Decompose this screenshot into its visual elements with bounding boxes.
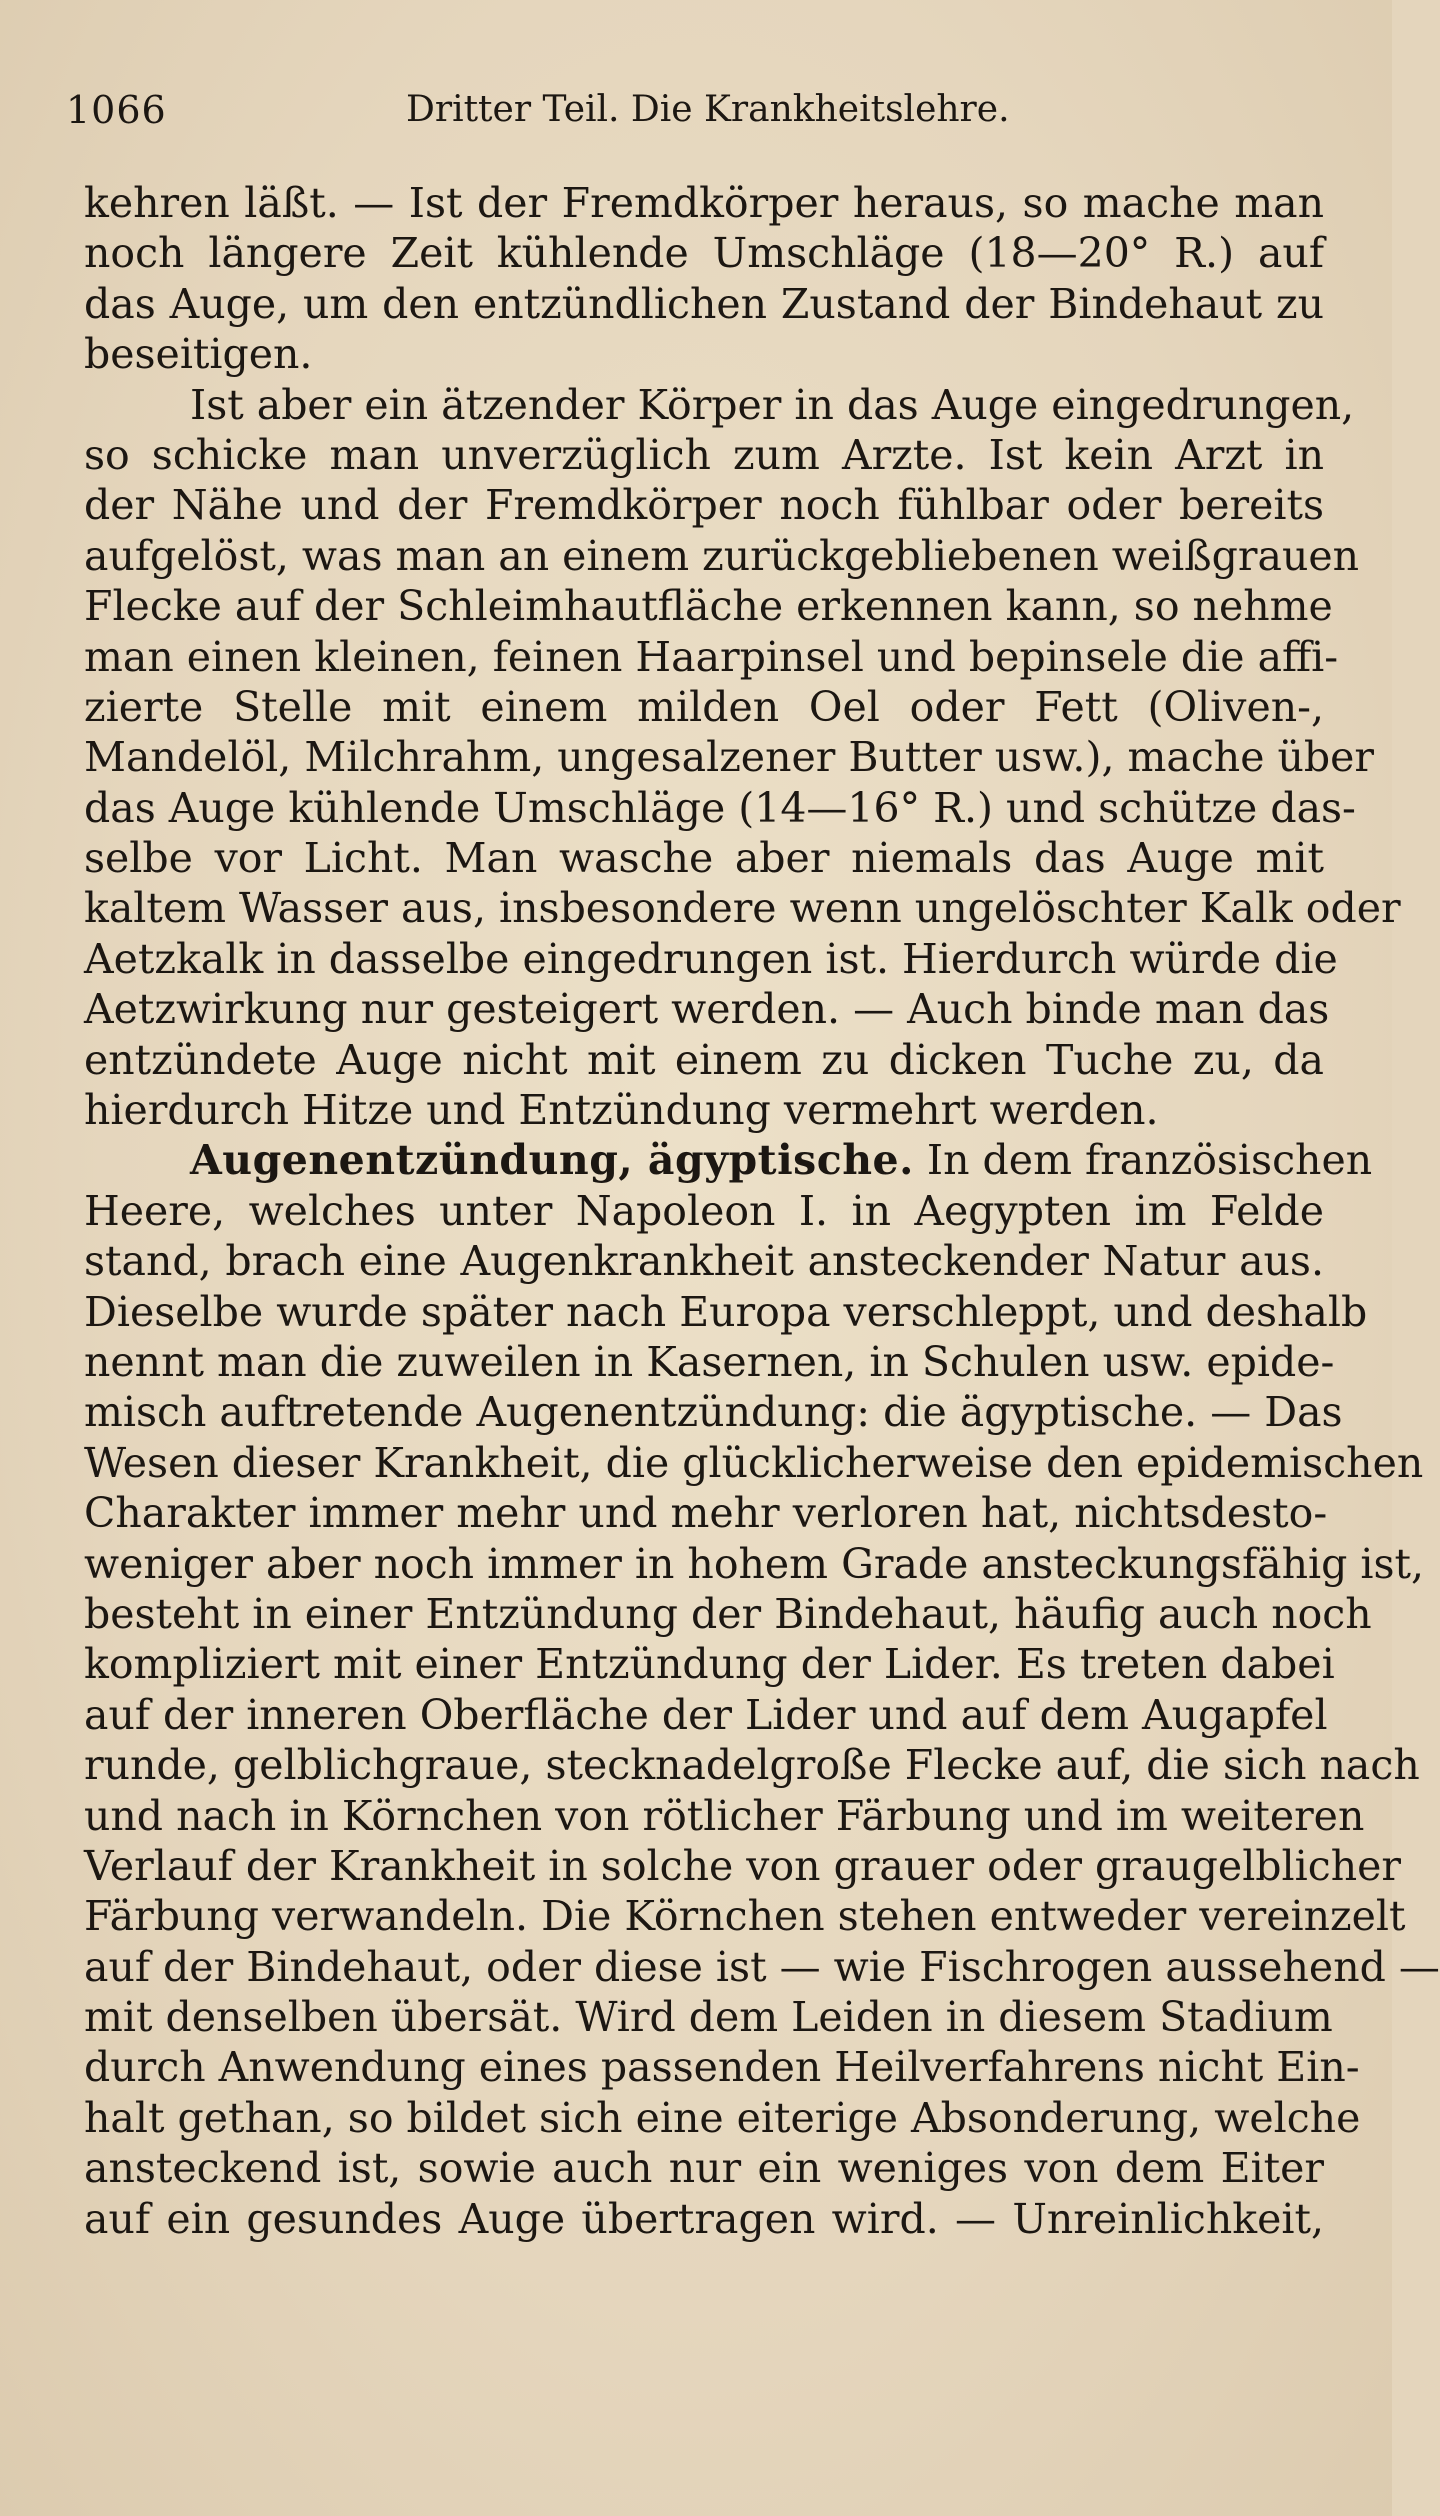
text-line: Mandelöl, Milchrahm, ungesalzener Butter usw.), mache über [84, 733, 1375, 782]
paragraph-continuation [84, 178, 1324, 380]
entry-heading: Augenentzündung, ägyptische. [190, 1136, 914, 1185]
text-line: das Auge, um den entzündlichen Zustand der Bindehaut zu [84, 279, 1324, 328]
text-line: Charakter immer mehr und mehr verloren hat, nichtsdesto- [84, 1489, 1328, 1538]
page-number: 1066 [66, 88, 167, 132]
text-line: Verlauf der Krankheit in solche von grauer oder graugelblicher [84, 1841, 1402, 1890]
text-line: beseitigen. [84, 330, 313, 379]
text-line: auf der inneren Oberfläche der Lider und auf dem Augapfel [84, 1690, 1328, 1739]
text-line: ansteckend ist, sowie auch nur ein weniges von dem Eiter [84, 2144, 1324, 2193]
text-line: und nach in Körnchen von rötlicher Färbung und im weiteren [84, 1791, 1365, 1840]
text-line: kehren läßt. — Ist der Fremdkörper heraus, so mache man [84, 179, 1324, 227]
text-line: kompliziert mit einer Entzündung der Lider. Es treten dabei [84, 1640, 1335, 1689]
text-line: selbe vor Licht. Man wasche aber niemals das Auge mit [84, 834, 1324, 883]
text-line: stand, brach eine Augenkrankheit ansteckender Natur aus. [84, 1237, 1324, 1286]
text-line: nennt man die zuweilen in Kasernen, in Schulen usw. epide- [84, 1337, 1335, 1386]
text-line: Färbung verwandeln. Die Körnchen stehen entweder vereinzelt [84, 1892, 1406, 1941]
paragraph-caustic-body [84, 380, 1401, 1136]
text-line: noch längere Zeit kühlende Umschläge (18—20° R.) auf [84, 229, 1324, 278]
text-line: Heere, welches unter Napoleon I. in Aegypten im Felde [84, 1186, 1324, 1235]
text-line: misch auftretende Augenentzündung: die ägyptische. — Das [84, 1388, 1343, 1437]
text-line: auf der Bindehaut, oder diese ist — wie Fischrogen aussehend — [84, 1942, 1440, 1991]
body-text [84, 178, 1440, 2244]
text-line: kaltem Wasser aus, insbesondere wenn ungelöschter Kalk oder [84, 884, 1401, 933]
text-line: zierte Stelle mit einem milden Oel oder Fett (Oliven-, [84, 682, 1324, 731]
text-line: hierdurch Hitze und Entzündung vermehrt werden. [84, 1086, 1159, 1135]
text-line: entzündete Auge nicht mit einem zu dicken Tuche zu, da [84, 1035, 1324, 1084]
text-line: runde, gelblichgraue, stecknadelgroße Flecke auf, die sich nach [84, 1741, 1420, 1790]
text-line: auf ein gesundes Auge übertragen wird. — Unreinlichkeit, [84, 2194, 1324, 2243]
text-line: besteht in einer Entzündung der Bindehaut, häufig auch noch [84, 1589, 1372, 1638]
text-line: Wesen dieser Krankheit, die glücklicherweise den epidemischen [84, 1438, 1424, 1487]
text-line: Aetzwirkung nur gesteigert werden. — Auch binde man das [84, 985, 1330, 1034]
text-line [84, 1135, 1373, 1185]
text-line: Flecke auf der Schleimhautfläche erkennen kann, so nehme [84, 582, 1333, 631]
text-line: Aetzkalk in dasselbe eingedrungen ist. Hierdurch würde die [84, 934, 1338, 983]
text-line: Dieselbe wurde später nach Europa verschleppt, und deshalb [84, 1287, 1368, 1336]
text-line: halt gethan, so bildet sich eine eiterige Absonderung, welche [84, 2093, 1361, 2142]
text-line: durch Anwendung eines passenden Heilverfahrens nicht Ein- [84, 2043, 1360, 2092]
text-line: weniger aber noch immer in hohem Grade ansteckungsfähig ist, [84, 1539, 1425, 1588]
running-head: Dritter Teil. Die Krankheitslehre. [406, 89, 1010, 130]
text-fragment: In dem französischen [926, 1136, 1373, 1185]
text-line: das Auge kühlende Umschläge (14—16° R.) und schütze das- [84, 783, 1356, 832]
text-line: der Nähe und der Fremdkörper noch fühlbar oder bereits [84, 481, 1324, 530]
text-line: so schicke man unverzüglich zum Arzte. Ist kein Arzt in [84, 430, 1324, 479]
text-line: aufgelöst, was man an einem zurückgebliebenen weißgrauen [84, 531, 1360, 580]
text-line: man einen kleinen, feinen Haarpinsel und bepinsele die affi- [84, 632, 1339, 681]
paragraph-egyptian-ophthalmia [84, 1135, 1440, 2244]
page-header [66, 82, 1326, 138]
text-line: Ist aber ein ätzender Körper in das Auge eingedrungen, [190, 380, 1355, 429]
text-line: mit denselben übersät. Wird dem Leiden in diesem Stadium [84, 1993, 1333, 2042]
